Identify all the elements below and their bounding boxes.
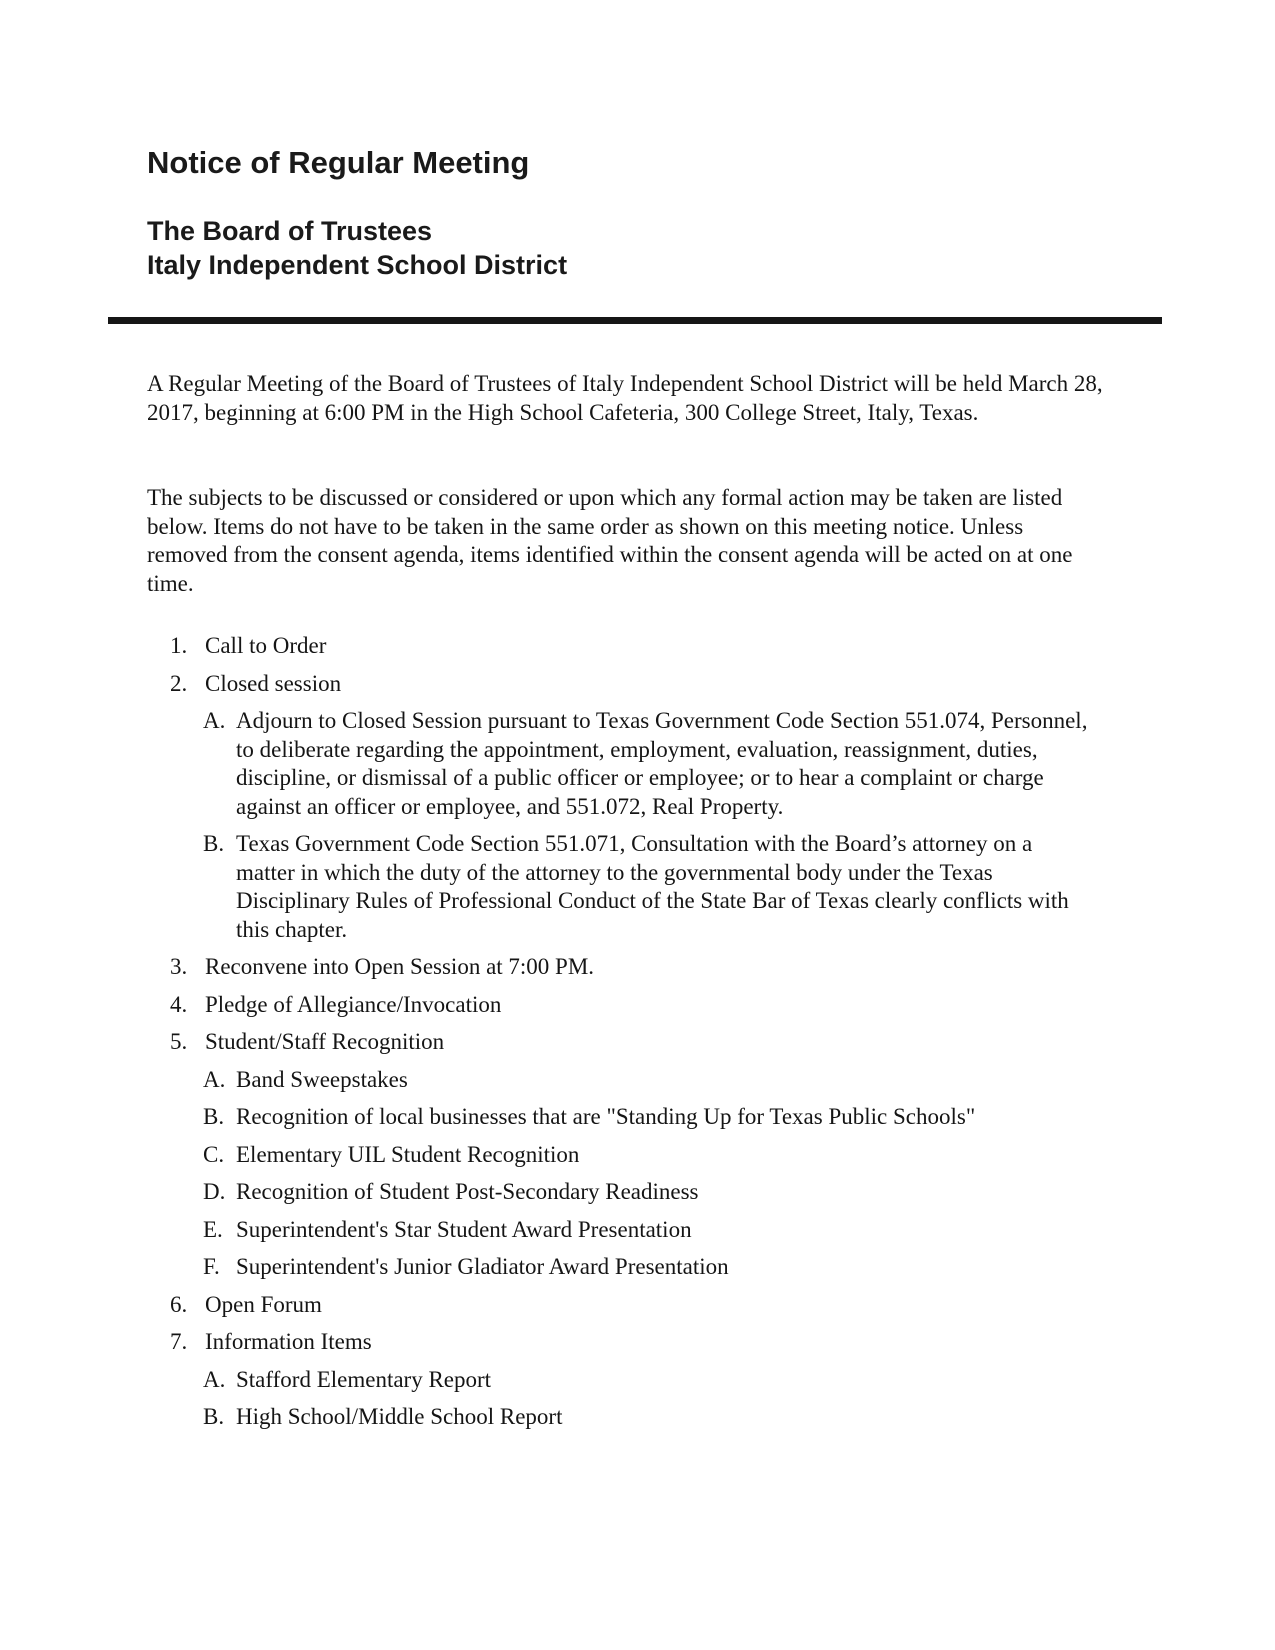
agenda-subitem (203, 1366, 1090, 1395)
agenda-item-open-forum (170, 1291, 1090, 1320)
agenda-item-closed-session (170, 670, 1090, 699)
agenda-subitem-letter: E. (203, 1216, 223, 1242)
agenda-item-text: Pledge of Allegiance/Invocation (205, 991, 502, 1017)
agenda-subitem (203, 1141, 1090, 1170)
agenda-item-call-to-order (170, 632, 1090, 661)
agenda-subitem (203, 1253, 1090, 1282)
agenda-subitem-text: Adjourn to Closed Session pursuant to Texas Government Code Section 551.074, Personnel, to deliberate regarding the appointment, employment, evaluation, reassignment, duties, discipline, or dismissal of a public officer or employee; or to hear a complaint or charge against an officer or employee, and 551.072, Real Property. (236, 708, 1088, 819)
agenda-subitem-text: Superintendent's Star Student Award Presentation (236, 1216, 692, 1242)
agenda-subitem-letter: C. (203, 1141, 225, 1167)
agenda-item-text: Closed session (205, 670, 342, 696)
agenda-item-recognition (170, 1028, 1090, 1057)
agenda-item-text: Student/Staff Recognition (205, 1029, 445, 1054)
agenda-item-number: 4. (170, 991, 188, 1017)
agenda-subitem-letter: F. (203, 1254, 220, 1279)
district-name: Italy Independent School District (147, 250, 568, 280)
agenda-subitem-letter: B. (203, 1404, 225, 1429)
agenda-item-number: 2. (170, 670, 188, 696)
agenda-item-number: 5. (170, 1029, 188, 1054)
header-divider (108, 317, 1162, 324)
page-title: Notice of Regular Meeting (147, 145, 530, 180)
agenda-subitem (203, 1216, 1090, 1245)
agenda-subitem-text: Superintendent's Junior Gladiator Award Presentation (236, 1254, 729, 1279)
board-name: The Board of Trustees (147, 216, 433, 246)
agenda-item-text: Information Items (205, 1329, 372, 1354)
agenda-subitem-text: High School/Middle School Report (236, 1404, 563, 1429)
agenda-subitem (203, 1178, 1090, 1207)
agenda-subitem (203, 1066, 1090, 1095)
agenda-item-text: Open Forum (205, 1291, 322, 1317)
agenda-subitem-text: Texas Government Code Section 551.071, Consultation with the Board’s attorney on a matter in which the duty of the attorney to the governmental body under the Texas Disciplinary Rules of Professional Conduct of the State Bar of Texas clearly conflicts with this chapter. (236, 831, 1069, 942)
agenda-subitem-letter: A. (203, 708, 226, 733)
agenda-subitem (203, 1403, 1090, 1432)
agenda-item-number: 7. (170, 1329, 188, 1354)
agenda-subitem-text: Recognition of Student Post-Secondary Readiness (236, 1179, 699, 1204)
agenda-subitem-letter: A. (203, 1066, 226, 1092)
agenda-item-information (170, 1328, 1090, 1357)
agenda-item-number: 6. (170, 1291, 188, 1317)
agenda-subitem-text: Band Sweepstakes (236, 1066, 408, 1092)
subjects-paragraph: The subjects to be discussed or considered or upon which any formal action may be taken are listed below. Items do not have to be taken in the same order as shown on this meeting notice. Unless removed from the consent agenda, items identified within the consent agenda will be acted on at one time. (147, 485, 1073, 596)
agenda-subitem-text: Elementary UIL Student Recognition (236, 1141, 580, 1167)
agenda-subitem-letter: A. (203, 1366, 226, 1392)
agenda-subitem-text: Stafford Elementary Report (236, 1366, 492, 1392)
agenda-list (170, 632, 1090, 1441)
intro-paragraph: A Regular Meeting of the Board of Trustees of Italy Independent School District will be held March 28, 2017, beginning at 6:00 PM in the High School Cafeteria, 300 College Street, Italy, Texas. (147, 371, 1103, 425)
board-header (147, 214, 567, 282)
agenda-item-number: 3. (170, 954, 188, 979)
agenda-subitem (203, 830, 1090, 944)
agenda-item-number: 1. (170, 633, 188, 658)
agenda-item-reconvene (170, 953, 1090, 982)
agenda-subitem (203, 707, 1090, 821)
agenda-item-text: Call to Order (205, 633, 327, 658)
agenda-subitem (203, 1103, 1090, 1132)
agenda-item-pledge (170, 991, 1090, 1020)
agenda-subitem-letter: B. (203, 1104, 225, 1129)
agenda-subitem-text: Recognition of local businesses that are "Standing Up for Texas Public Schools" (236, 1104, 976, 1129)
agenda-item-text: Reconvene into Open Session at 7:00 PM. (205, 954, 595, 979)
agenda-subitem-letter: B. (203, 831, 225, 856)
agenda-subitem-letter: D. (203, 1179, 226, 1204)
